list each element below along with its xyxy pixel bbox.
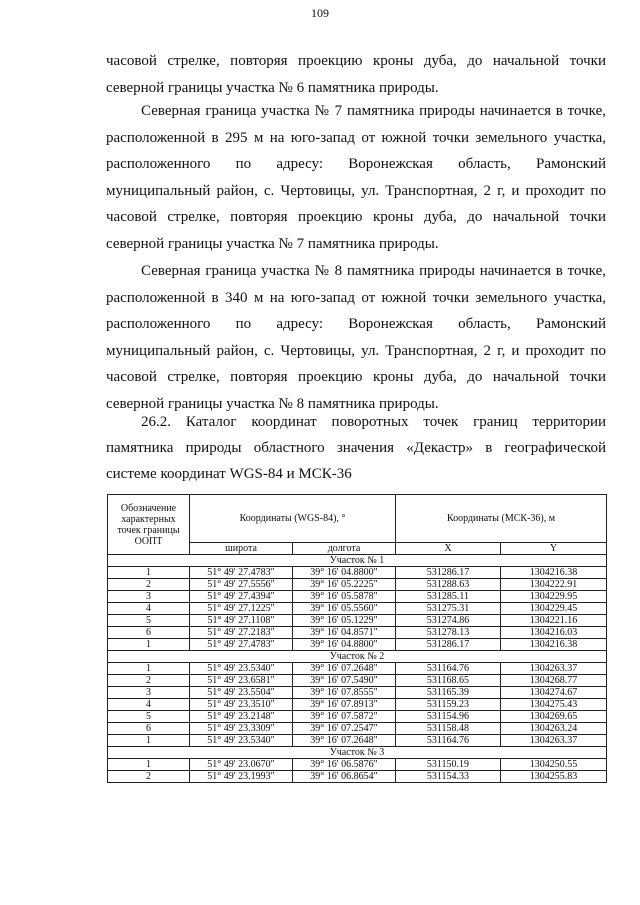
latitude-cell: 51° 49' 23.5340" [190,663,293,675]
longitude-cell: 39° 16' 07.2648" [293,663,396,675]
coordinates-table [107,494,607,783]
table-row [108,579,607,591]
longitude-cell: 39° 16' 07.5490" [293,675,396,687]
point-number: 4 [108,699,190,711]
x-cell: 531286.17 [396,639,501,651]
point-number: 1 [108,735,190,747]
latitude-cell: 51° 49' 27.1225" [190,603,293,615]
y-cell: 1304229.95 [501,591,607,603]
x-cell: 531164.76 [396,735,501,747]
longitude-cell: 39° 16' 07.8555" [293,687,396,699]
longitude-cell: 39° 16' 05.5560" [293,603,396,615]
longitude-cell: 39° 16' 05.2225" [293,579,396,591]
y-cell: 1304263.37 [501,663,607,675]
longitude-cell: 39° 16' 07.5872" [293,711,396,723]
y-cell: 1304263.24 [501,723,607,735]
y-cell: 1304250.55 [501,759,607,771]
table-row [108,603,607,615]
latitude-cell: 51° 49' 23.5340" [190,735,293,747]
latitude-cell: 51° 49' 23.2148" [190,711,293,723]
coordinates-table-body [108,555,607,783]
latitude-cell: 51° 49' 27.5556" [190,579,293,591]
table-row [108,711,607,723]
longitude-cell: 39° 16' 05.1229" [293,615,396,627]
x-cell: 531275.31 [396,603,501,615]
table-section-row [108,747,607,759]
header-longitude: долгота [293,543,396,555]
longitude-cell: 39° 16' 07.2648" [293,735,396,747]
longitude-cell: 39° 16' 07.2547" [293,723,396,735]
y-cell: 1304216.38 [501,639,607,651]
y-cell: 1304216.38 [501,567,607,579]
y-cell: 1304263.37 [501,735,607,747]
table-row [108,759,607,771]
table-row [108,663,607,675]
x-cell: 531158.48 [396,723,501,735]
header-msk36: Координаты (МСК-36), м [396,495,607,543]
point-number: 1 [108,567,190,579]
x-cell: 531274.86 [396,615,501,627]
page-number: 109 [311,6,329,20]
y-cell: 1304274.67 [501,687,607,699]
section-title: Участок № 1 [108,555,607,567]
latitude-cell: 51° 49' 23.6581" [190,675,293,687]
header-x: X [396,543,501,555]
x-cell: 531285.11 [396,591,501,603]
y-cell: 1304221.16 [501,615,607,627]
y-cell: 1304229.45 [501,603,607,615]
header-wgs84: Координаты (WGS-84), ° [190,495,396,543]
table-row [108,699,607,711]
point-number: 3 [108,687,190,699]
longitude-cell: 39° 16' 06.8654" [293,771,396,783]
longitude-cell: 39° 16' 07.8913" [293,699,396,711]
latitude-cell: 51° 49' 27.2183" [190,627,293,639]
x-cell: 531165.39 [396,687,501,699]
paragraph-plot-8: Северная граница участка № 8 памятника природы начинается в точке, расположенной в 340 м на юго-запад от южной точки земельного участка, расположенного по адресу: Воронежская область, Рамонский муниципальный район, с. Чертовицы, ул. Транспортная, 2 г, и проходит по часовой стрелке, повторяя проекцию кроны дуба, до начальной точки северной границы участка № 8 памятника природы. [106,263,606,412]
point-number: 6 [108,627,190,639]
point-number: 2 [108,579,190,591]
point-number: 3 [108,591,190,603]
table-row [108,591,607,603]
x-cell: 531154.33 [396,771,501,783]
x-cell: 531288.63 [396,579,501,591]
header-y: Y [501,543,607,555]
latitude-cell: 51° 49' 23.3510" [190,699,293,711]
latitude-cell: 51° 49' 23.5504" [190,687,293,699]
y-cell: 1304268.77 [501,675,607,687]
latitude-cell: 51° 49' 27.4783" [190,567,293,579]
point-number: 2 [108,675,190,687]
y-cell: 1304255.83 [501,771,607,783]
latitude-cell: 51° 49' 27.4394" [190,591,293,603]
point-number: 5 [108,615,190,627]
section-title: Участок № 2 [108,651,607,663]
x-cell: 531286.17 [396,567,501,579]
x-cell: 531278.13 [396,627,501,639]
table-row [108,627,607,639]
header-designation: Обозначение характерных точек границы ООПТ [108,495,190,555]
latitude-cell: 51° 49' 23.0670" [190,759,293,771]
x-cell: 531164.76 [396,663,501,675]
y-cell: 1304222.91 [501,579,607,591]
point-number: 2 [108,771,190,783]
paragraph-plot-7: Северная граница участка № 7 памятника природы начинается в точке, расположенной в 295 м на юго-запад от южной точки земельного участка, расположенного по адресу: Воронежская область, Рамонский муниципальный район, с. Чертовицы, ул. Транспортная, 2 г, и проходит по часовой стрелке, повторяя проекцию кроны дуба, до начальной точки северной границы участка № 7 памятника природы. [106,103,606,252]
point-number: 1 [108,639,190,651]
y-cell: 1304275.43 [501,699,607,711]
table-row [108,771,607,783]
section-title: Участок № 3 [108,747,607,759]
paragraph-continuation: часовой стрелке, повторяя проекцию кроны дуба, до начальной точки северной границы участка № 6 памятника природы. [106,53,606,96]
longitude-cell: 39° 16' 04.8800" [293,567,396,579]
table-section-row [108,651,607,663]
point-number: 4 [108,603,190,615]
x-cell: 531150.19 [396,759,501,771]
point-number: 6 [108,723,190,735]
catalog-title: 26.2. Каталог координат поворотных точек границ территории памятника природы областного значения «Декастр» в географической системе координат WGS-84 и МСК-36 [106,414,606,482]
longitude-cell: 39° 16' 06.5876" [293,759,396,771]
table-row [108,723,607,735]
x-cell: 531159.23 [396,699,501,711]
table-row [108,687,607,699]
longitude-cell: 39° 16' 04.8800" [293,639,396,651]
table-row [108,639,607,651]
point-number: 1 [108,759,190,771]
y-cell: 1304216.03 [501,627,607,639]
latitude-cell: 51° 49' 23.1993" [190,771,293,783]
latitude-cell: 51° 49' 27.1108" [190,615,293,627]
point-number: 1 [108,663,190,675]
table-row [108,675,607,687]
table-row [108,615,607,627]
table-row [108,735,607,747]
table-row [108,567,607,579]
header-latitude: широта [190,543,293,555]
x-cell: 531154.96 [396,711,501,723]
latitude-cell: 51° 49' 23.3309" [190,723,293,735]
longitude-cell: 39° 16' 05.5878" [293,591,396,603]
point-number: 5 [108,711,190,723]
x-cell: 531168.65 [396,675,501,687]
y-cell: 1304269.65 [501,711,607,723]
longitude-cell: 39° 16' 04.8571" [293,627,396,639]
table-section-row [108,555,607,567]
latitude-cell: 51° 49' 27.4783" [190,639,293,651]
